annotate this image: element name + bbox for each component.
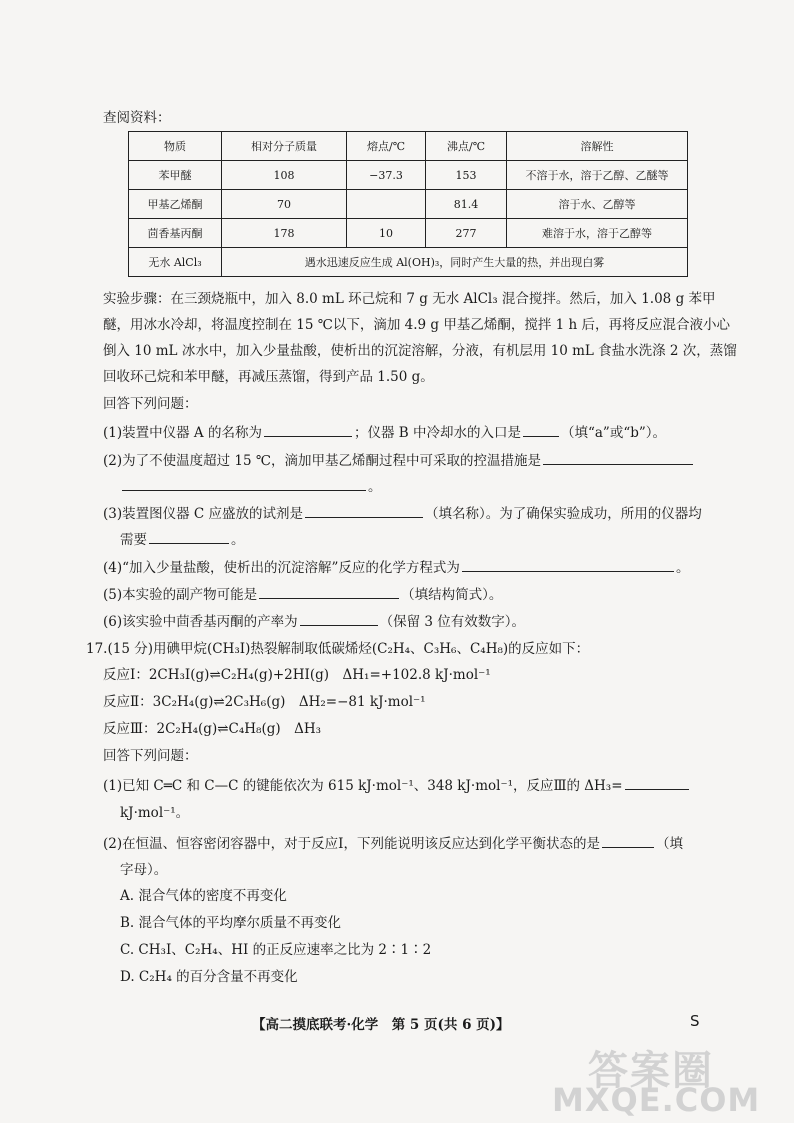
step-line: 实验步骤：在三颈烧瓶中，加入 8.0 mL 环己烷和 7 g 无水 AlCl₃ 混合搅拌。然后，加入 1.08 g 苯甲 [103,291,716,307]
table-header-cell: 物质 [129,132,222,161]
table-cell: 81.4 [426,190,507,219]
q16-3-end: 。 [231,532,245,548]
footer-mark: S [690,1012,700,1030]
step-line: 醚，用冰水冷却，将温度控制在 15 ℃以下，滴加 4.9 g 甲基乙烯酮，搅拌 1 h 后，再将反应混合液小心 [103,317,731,333]
q16-part6 [103,611,525,632]
table-cell: 难溶于水，溶于乙醇等 [507,219,688,248]
q17-part1 [103,775,691,796]
q16-part3-cont [120,529,245,550]
q16-1-text-b: ；仪器 B 中冷却水的入口是 [353,425,521,441]
watermark [552,1039,772,1119]
table-cell [347,190,426,219]
q17-1-text-b: kJ·mol⁻¹。 [120,805,190,821]
reaction-1: 反应Ⅰ：2CH₃I(g)⇌C₂H₄(g)+2HI(g) ΔH₁=+102.8 kJ·mol⁻¹ [103,667,491,683]
q16-part1 [103,422,666,443]
table-header-row [129,132,688,161]
answer-blank[interactable] [543,450,693,465]
table-cell: 不溶于水，溶于乙醇、乙醚等 [507,161,688,190]
table-cell: 甲基乙烯酮 [129,190,222,219]
q16-part3 [103,503,702,524]
table-cell: 178 [222,219,347,248]
q16-6-text-b: （保留 3 位有效数字）。 [379,614,526,630]
answer-blank[interactable] [122,476,366,491]
table-header-cell: 溶解性 [507,132,688,161]
q16-part2 [103,450,695,471]
reaction-2: 反应Ⅱ：3C₂H₄(g)⇌2C₃H₆(g) ΔH₂=−81 kJ·mol⁻¹ [103,694,426,710]
option-d: D. C₂H₄ 的百分含量不再变化 [120,969,298,985]
q16-4-text: (4)“加入少量盐酸，使析出的沉淀溶解”反应的化学方程式为 [103,560,460,576]
answer-blank[interactable] [305,503,423,518]
table-cell: 苯甲醚 [129,161,222,190]
q17-intro: 17.(15 分)用碘甲烷(CH₃I)热裂解制取低碳烯烃(C₂H₄、C₃H₆、C₄H₈)的反应如下： [86,641,590,657]
q16-3-text-c: 需要 [120,532,147,548]
q16-5-text-a: (5)本实验的副产物可能是 [103,587,258,603]
q16-3-text-a: (3)装置图仪器 C 应盛放的试剂是 [103,506,304,522]
q17-1-text-a: (1)已知 C═C 和 C—C 的键能依次为 615 kJ·mol⁻¹、348 kJ·mol⁻¹，反应Ⅲ的 ΔH₃= [103,778,623,794]
reference-heading: 查阅资料： [103,110,171,126]
table-cell: −37.3 [347,161,426,190]
watermark-url: MXQE.COM [552,1081,761,1119]
table-row [129,161,688,190]
q16-1-text-c: （填“a”或“b”）。 [560,425,667,441]
q16-part5 [103,584,502,605]
table-cell: 10 [347,219,426,248]
table-cell: 153 [426,161,507,190]
q16-part2-cont [120,476,382,497]
step-line: 倒入 10 mL 冰水中，加入少量盐酸，使析出的沉淀溶解，分液，有机层用 10 mL 食盐水洗涤 2 次，蒸馏 [103,343,737,359]
page-footer: 【高二摸底联考·化学 第 5 页(共 6 页)】 [252,1017,510,1033]
answer-prompt: 回答下列问题： [103,396,198,412]
answer-blank[interactable] [149,529,229,544]
table-cell-merged: 遇水迅速反应生成 Al(OH)₃，同时产生大量的热，并出现白雾 [222,248,688,277]
answer-blank[interactable] [602,833,654,848]
answer-blank[interactable] [523,422,559,437]
q16-1-text-a: (1)装置中仪器 A 的名称为 [103,425,262,441]
watermark-text: 答案圈 [588,1048,714,1094]
table-row [129,248,688,277]
q16-4-end: 。 [675,560,690,576]
table-row [129,190,688,219]
step-line: 回收环己烷和苯甲醚，再减压蒸馏，得到产品 1.50 g。 [103,369,434,385]
q17-prompt: 回答下列问题： [103,748,198,764]
q16-2-end: 。 [368,479,382,495]
table-row [129,219,688,248]
reaction-3: 反应Ⅲ：2C₂H₄(g)⇌C₄H₈(g) ΔH₃ [103,721,322,737]
q16-part4 [103,557,689,578]
q17-part2 [103,833,683,854]
answer-blank[interactable] [259,584,399,599]
table-cell: 无水 AlCl₃ [129,248,222,277]
table-cell: 茴香基丙酮 [129,219,222,248]
q17-2-text-b: （填 [655,836,683,852]
q16-2-text: (2)为了不使温度超过 15 ℃，滴加甲基乙烯酮过程中可采取的控温措施是 [103,453,541,469]
table-header-cell: 相对分子质量 [222,132,347,161]
q16-5-text-b: （填结构简式）。 [401,587,503,603]
answer-blank[interactable] [300,611,378,626]
table-cell: 277 [426,219,507,248]
q17-2-text-c: 字母）。 [120,862,168,878]
option-b: B. 混合气体的平均摩尔质量不再变化 [120,915,342,931]
table-cell: 70 [222,190,347,219]
answer-blank[interactable] [462,557,674,572]
table-header-cell: 沸点/℃ [426,132,507,161]
option-c: C. CH₃I、C₂H₄、HI 的正反应速率之比为 2∶1∶2 [120,942,432,958]
table-header-cell: 熔点/℃ [347,132,426,161]
option-a: A. 混合气体的密度不再变化 [120,888,287,904]
table-cell: 108 [222,161,347,190]
table-cell: 溶于水、乙醇等 [507,190,688,219]
q16-6-text-a: (6)该实验中茴香基丙酮的产率为 [103,614,298,630]
answer-blank[interactable] [264,422,352,437]
reference-table [128,131,688,277]
q16-3-text-b: （填名称）。为了确保实验成功，所用的仪器均 [425,506,702,522]
answer-blank[interactable] [625,775,689,790]
q17-2-text-a: (2)在恒温、恒容密闭容器中，对于反应Ⅰ，下列能说明该反应达到化学平衡状态的是 [103,836,600,852]
